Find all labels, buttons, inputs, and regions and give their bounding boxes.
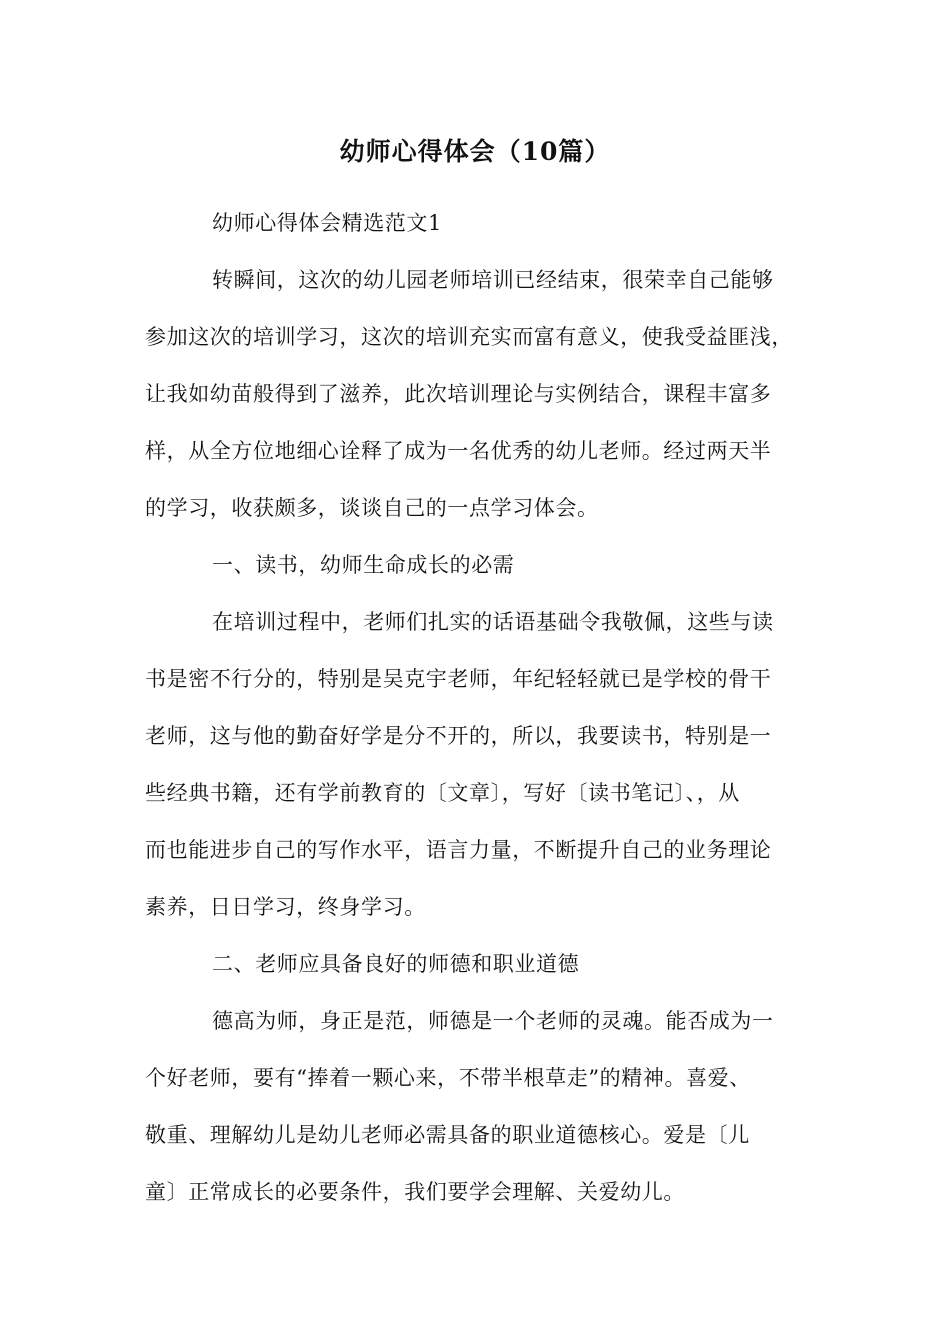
paragraph-line: 在培训过程中，老师们扎实的话语基础令我敬佩，这些与读	[212, 610, 774, 634]
paragraph-line: 德高为师，身正是范，师德是一个老师的灵魂。能否成为一	[212, 1009, 774, 1033]
paragraph-line: 让我如幼苗般得到了滋养，此次培训理论与实例结合，课程丰富多	[145, 382, 772, 406]
paragraph-line: 样，从全方位地细心诠释了成为一名优秀的幼儿老师。经过两天半	[145, 439, 772, 463]
paragraph-line: 些经典书籍，还有学前教育的〔文章〕，写好〔读书笔记〕、，从	[145, 781, 740, 805]
paragraph-line: 老师，这与他的勤奋好学是分不开的，所以，我要读书，特别是一	[145, 724, 772, 748]
paragraph-line: 素养，日日学习，终身学习。	[145, 895, 426, 919]
paragraph-line: 而也能进步自己的写作水平，语言力量，不断提升自己的业务理论	[145, 838, 772, 862]
paragraph-line: 书是密不行分的，特别是吴克宇老师，年纪轻轻就已是学校的骨干	[145, 667, 772, 691]
section-heading: 一、读书，幼师生命成长的必需	[212, 553, 515, 577]
paragraph-line: 参加这次的培训学习，这次的培训充实而富有意义，使我受益匪浅，	[145, 325, 793, 349]
section-subtitle: 幼师心得体会精选范文1	[212, 211, 442, 235]
paragraph-line: 敬重、理解幼儿是幼儿老师必需具备的职业道德核心。爱是〔儿	[145, 1123, 750, 1147]
paragraph-line: 转瞬间，这次的幼儿园老师培训已经结束，很荣幸自己能够	[212, 268, 774, 292]
paragraph-line: 个好老师，要有“捧着一颗心来，不带半根草走”的精神。喜爱、	[145, 1066, 751, 1090]
paragraph-line: 的学习，收获颇多，谈谈自己的一点学习体会。	[145, 496, 599, 520]
section-heading: 二、老师应具备良好的师德和职业道德	[212, 952, 580, 976]
document-title: 幼师心得体会（10篇）	[339, 137, 611, 166]
paragraph-line: 童〕正常成长的必要条件，我们要学会理解、关爱幼儿。	[145, 1180, 685, 1204]
